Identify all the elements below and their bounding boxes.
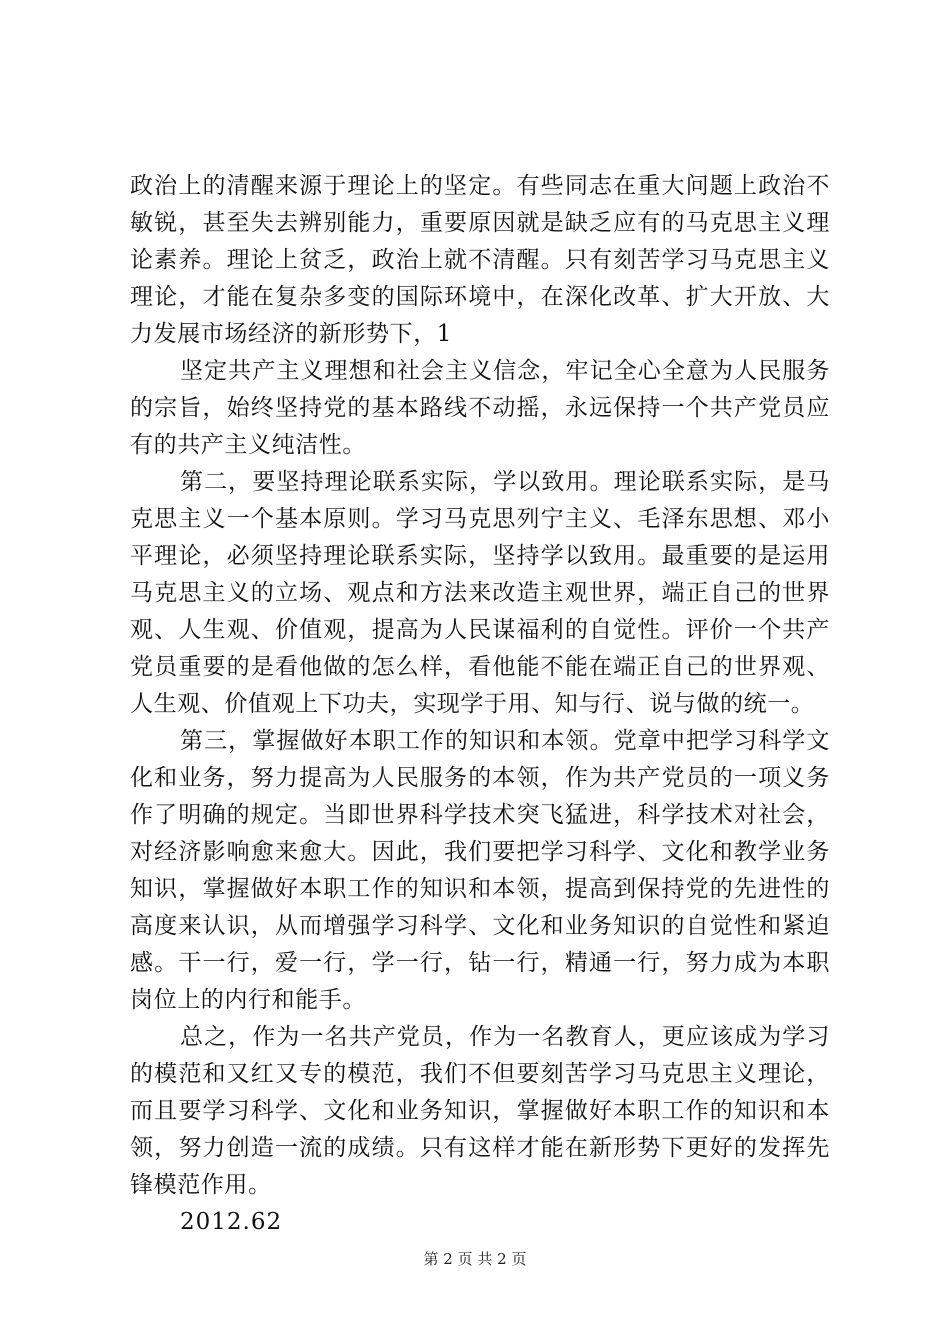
paragraph-1: 政治上的清醒来源于理论上的坚定。有些同志在重大问题上政治不敏锐，甚至失去辨别能力，重要原因就是缺乏应有的马克思主义理论素养。理论上贫乏，政治上就不清醒。只有刻苦学习马克思主义理论，才能在复杂多变的国际环境中，在深化改革、扩大开放、大力发展市场经济的新形势下，1 [130,173,830,347]
page-footer: 第 2 页 共 2 页 [423,1250,527,1268]
document-date: 2012.62 [180,1209,283,1235]
paragraph-3: 第二，要坚持理论联系实际，学以致用。理论联系实际，是马克思主义一个基本原则。学习马克思列宁主义、毛泽东思想、邓小平理论，必须坚持理论联系实际，坚持学以致用。最重要的是运用马克思主义的立场、观点和方法来改造主观世界，端正自己的世界观、人生观、价值观，提高为人民谋福利的自觉性。评价一个共产党员重要的是看他做的怎么样，看他能不能在端正自己的世界观、人生观、价值观上下功夫，实现学于用、知与行、说与做的统一。 [130,469,830,717]
paragraph-5: 总之，作为一名共产党员，作为一名教育人，更应该成为学习的模范和又红又专的模范，我们不但要刻苦学习马克思主义理论，而且要学习科学、文化和业务知识，掌握做好本职工作的知识和本领，努力创造一流的成绩。只有这样才能在新形势下更好的发挥先锋模范作用。 [130,1024,830,1198]
paragraph-4: 第三，掌握做好本职工作的知识和本领。党章中把学习科学文化和业务，努力提高为人民服务的本领，作为共产党员的一项义务作了明确的规定。当即世界科学技术突飞猛进，科学技术对社会，对经济影响愈来愈大。因此，我们要把学习科学、文化和教学业务知识，掌握做好本职工作的知识和本领，提高到保持党的先进性的高度来认识，从而增强学习科学、文化和业务知识的自觉性和紧迫感。干一行，爱一行，学一行，钻一行，精通一行，努力成为本职岗位上的内行和能手。 [130,728,830,1013]
paragraph-2: 坚定共产主义理想和社会主义信念，牢记全心全意为人民服务的宗旨，始终坚持党的基本路线不动摇，永远保持一个共产党员应有的共产主义纯洁性。 [130,358,830,458]
document-body [130,168,830,1241]
